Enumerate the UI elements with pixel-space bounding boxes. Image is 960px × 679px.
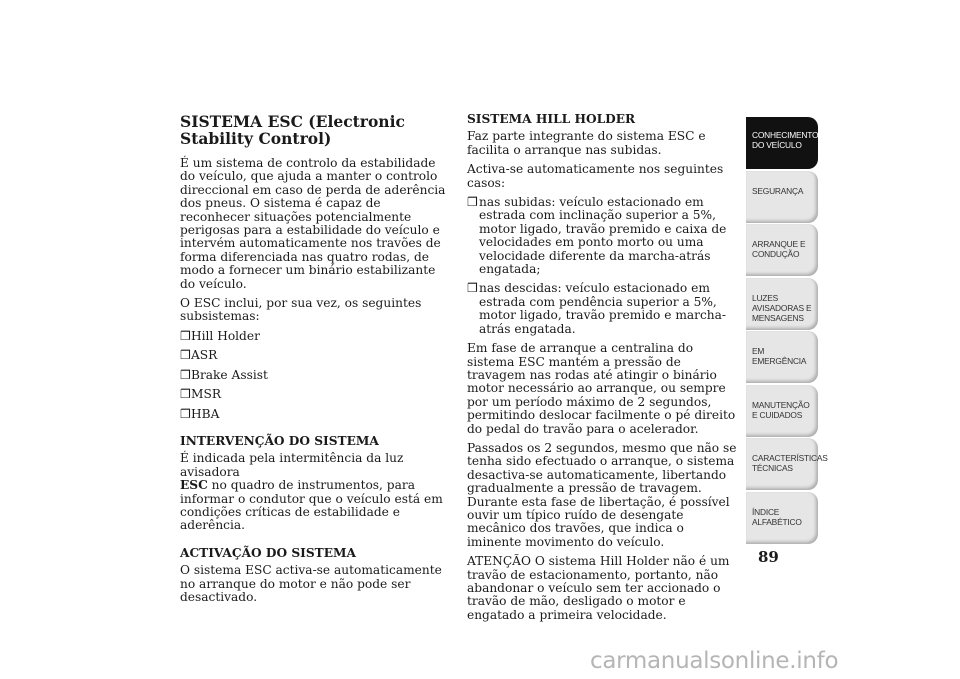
checkbox-bullet-icon: ❒ — [467, 281, 478, 296]
tab-manutencao-e-cuidados[interactable]: MANUTENÇÃO E CUIDADOS — [746, 385, 818, 437]
list-item: ❒ MSR — [180, 387, 222, 402]
activation-heading: ACTIVAÇÃO DO SISTEMA — [180, 545, 356, 560]
hill-holder-cases-intro: Activa-se automaticamente nos seguintes casos: — [467, 162, 724, 190]
hill-holder-para2: Passados os 2 segundos, mesmo que não se tenha sido efectuado o arranque, o sistema desactiva-se automaticamente, libertando gradualmente a pressão de travagem. Durante esta fase de libertação, é possível ouvir um típico ruído de desengate mecânico dos travões, que indica o iminente movimento do veículo. — [467, 440, 737, 549]
section-title-esc: SISTEMA ESC (Electronic Stability Control) — [180, 112, 405, 148]
right-column — [467, 113, 739, 628]
list-item: ❒ Hill Holder — [180, 328, 260, 343]
hill-holder-heading: SISTEMA HILL HOLDER — [467, 112, 636, 126]
checkbox-bullet-icon: ❒ — [180, 387, 191, 402]
tab-arranque-e-conducao[interactable]: ARRANQUE E CONDUÇÃO — [746, 224, 818, 276]
checkbox-bullet-icon: ❒ — [180, 406, 191, 421]
intervention-text: É indicada pela intermitência da luz avisadora ESC no quadro de instrumentos, para informar o condutor que o veículo está em condições críticas de estabilidade e aderência. — [180, 451, 443, 533]
esc-label: ESC — [180, 478, 208, 493]
tab-luzes-avisadoras[interactable]: LUZES AVISADORAS E MENSAGENS — [746, 278, 818, 330]
esc-intro: É um sistema de controlo da estabilidade do veículo, que ajuda a manter o controlo direccional em caso de perda de aderência dos pneus. O sistema é capaz de reconhecer situações potencialmente perigosas para a estabilidade do veículo e intervém automaticamente nos travões de forma diferenciada nas quatro rodas, de modo a fornecer um binário estabilizante do veículo. — [180, 156, 446, 291]
list-item: ❒ HBA — [180, 406, 220, 421]
page-number: 89 — [758, 548, 779, 566]
tab-conhecimento-do-veiculo[interactable]: CONHECIMENTO DO VEÍCULO — [746, 117, 818, 169]
list-item: ❒ nas descidas: veículo estacionado em estrada com pendência superior a 5%, motor ligado, travão premido e marcha-atrás engatada. — [467, 281, 727, 336]
list-item: ❒ nas subidas: veículo estacionado em estrada com inclinação superior a 5%, motor ligado, travão premido e caixa de velocidades em ponto morto ou uma velocidade diferente da marcha-atrás engatada; — [467, 195, 727, 277]
checkbox-bullet-icon: ❒ — [467, 195, 478, 210]
chapter-tabs — [746, 117, 828, 545]
tab-indice-alfabetico[interactable]: ÍNDICE ALFABÉTICO — [746, 492, 818, 544]
activation-text: O sistema ESC activa-se automaticamente no arranque do motor e não pode ser desactivado. — [180, 563, 442, 604]
list-item: ❒ Brake Assist — [180, 367, 268, 382]
hill-holder-intro: Faz parte integrante do sistema ESC e facilita o arranque nas subidas. — [467, 129, 706, 157]
watermark: carmanualsonline.info — [590, 648, 839, 674]
intervention-heading: INTERVENÇÃO DO SISTEMA — [180, 433, 379, 448]
tab-caracteristicas-tecnicas[interactable]: CARACTERÍSTICAS TÉCNICAS — [746, 438, 818, 490]
subsystem-list — [180, 330, 450, 421]
checkbox-bullet-icon: ❒ — [180, 328, 191, 343]
checkbox-bullet-icon: ❒ — [180, 348, 191, 363]
hill-holder-para1: Em fase de arranque a centralina do sistema ESC mantém a pressão de travagem nas rodas até atingir o binário motor necessário ao arranque, ou sempre por um período máximo de 2 segundos, permitindo deslocar facilmente o pé direito do pedal do travão para o acelerador. — [467, 341, 736, 436]
list-item: ❒ ASR — [180, 348, 218, 363]
checkbox-bullet-icon: ❒ — [180, 367, 191, 382]
esc-includes: O ESC inclui, por sua vez, os seguintes subsistemas: — [180, 296, 422, 324]
tab-seguranca[interactable]: SEGURANÇA — [746, 171, 818, 223]
left-column — [180, 113, 450, 610]
tab-em-emergencia[interactable]: EM EMERGÊNCIA — [746, 331, 818, 383]
hill-holder-warning: ATENÇÃO O sistema Hill Holder não é um travão de estacionamento, portanto, não abandonar o veículo sem ter accionado o travão de mão, desligado o motor e engatado a primeira velocidade. — [467, 554, 730, 622]
